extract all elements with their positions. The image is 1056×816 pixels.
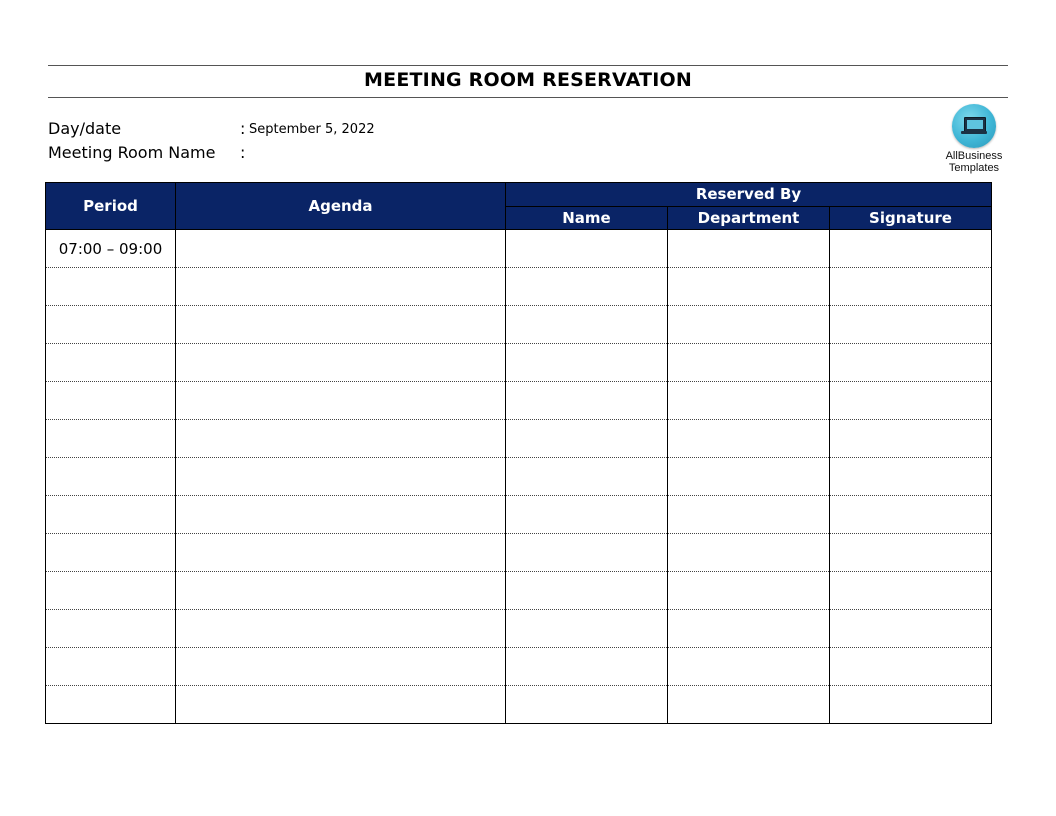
table-row <box>46 344 992 382</box>
table-row <box>46 458 992 496</box>
header-period: Period <box>46 183 176 230</box>
name-cell[interactable] <box>506 648 668 686</box>
signature-cell[interactable] <box>830 686 992 724</box>
header-department: Department <box>668 206 830 230</box>
department-cell[interactable] <box>668 230 830 268</box>
period-cell[interactable] <box>46 572 176 610</box>
laptop-icon <box>952 104 996 148</box>
table-row <box>46 420 992 458</box>
signature-cell[interactable] <box>830 306 992 344</box>
agenda-cell[interactable] <box>176 458 506 496</box>
page-title: MEETING ROOM RESERVATION <box>364 69 692 91</box>
name-cell[interactable] <box>506 610 668 648</box>
name-cell[interactable] <box>506 572 668 610</box>
date-label: Day/date <box>48 119 122 138</box>
table-row <box>46 648 992 686</box>
signature-cell[interactable] <box>830 268 992 306</box>
table-row <box>46 306 992 344</box>
department-cell[interactable] <box>668 534 830 572</box>
name-cell[interactable] <box>506 420 668 458</box>
meeting-room-colon: : <box>240 143 246 162</box>
signature-cell[interactable] <box>830 572 992 610</box>
allbusiness-logo <box>936 104 1012 174</box>
department-cell[interactable] <box>668 648 830 686</box>
signature-cell[interactable] <box>830 534 992 572</box>
table-row <box>46 610 992 648</box>
signature-cell[interactable] <box>830 458 992 496</box>
name-cell[interactable] <box>506 686 668 724</box>
department-cell[interactable] <box>668 572 830 610</box>
department-cell[interactable] <box>668 496 830 534</box>
department-cell[interactable] <box>668 268 830 306</box>
signature-cell[interactable] <box>830 496 992 534</box>
department-cell[interactable] <box>668 344 830 382</box>
name-cell[interactable] <box>506 230 668 268</box>
table-row <box>46 686 992 724</box>
period-cell[interactable] <box>46 534 176 572</box>
name-cell[interactable] <box>506 268 668 306</box>
logo-line-1: AllBusiness <box>945 150 1003 162</box>
period-cell[interactable] <box>46 610 176 648</box>
agenda-cell[interactable] <box>176 572 506 610</box>
logo-line-2: Templates <box>948 162 1000 174</box>
date-value: September 5, 2022 <box>249 122 375 137</box>
period-cell[interactable] <box>46 306 176 344</box>
header-agenda: Agenda <box>176 183 506 230</box>
period-cell[interactable] <box>46 344 176 382</box>
period-cell[interactable] <box>46 686 176 724</box>
name-cell[interactable] <box>506 534 668 572</box>
period-cell[interactable] <box>46 420 176 458</box>
meeting-room-label: Meeting Room Name <box>48 143 216 162</box>
agenda-cell[interactable] <box>176 686 506 724</box>
agenda-cell[interactable] <box>176 344 506 382</box>
department-cell[interactable] <box>668 420 830 458</box>
department-cell[interactable] <box>668 306 830 344</box>
table-row <box>46 572 992 610</box>
header-name: Name <box>506 206 668 230</box>
name-cell[interactable] <box>506 382 668 420</box>
agenda-cell[interactable] <box>176 230 506 268</box>
table-row <box>46 230 992 268</box>
agenda-cell[interactable] <box>176 496 506 534</box>
table-row <box>46 382 992 420</box>
name-cell[interactable] <box>506 458 668 496</box>
agenda-cell[interactable] <box>176 648 506 686</box>
period-cell[interactable] <box>46 268 176 306</box>
signature-cell[interactable] <box>830 344 992 382</box>
table-body <box>46 230 992 724</box>
agenda-cell[interactable] <box>176 306 506 344</box>
header-signature: Signature <box>830 206 992 230</box>
period-cell[interactable] <box>46 382 176 420</box>
table-row <box>46 268 992 306</box>
department-cell[interactable] <box>668 458 830 496</box>
period-cell[interactable] <box>46 496 176 534</box>
reservation-table <box>45 182 992 724</box>
agenda-cell[interactable] <box>176 382 506 420</box>
signature-cell[interactable] <box>830 648 992 686</box>
signature-cell[interactable] <box>830 382 992 420</box>
signature-cell[interactable] <box>830 610 992 648</box>
name-cell[interactable] <box>506 496 668 534</box>
period-cell[interactable] <box>46 648 176 686</box>
department-cell[interactable] <box>668 610 830 648</box>
title-underline <box>48 97 1008 98</box>
agenda-cell[interactable] <box>176 420 506 458</box>
table-row <box>46 534 992 572</box>
department-cell[interactable] <box>668 382 830 420</box>
table-row <box>46 496 992 534</box>
name-cell[interactable] <box>506 306 668 344</box>
agenda-cell[interactable] <box>176 610 506 648</box>
logo-text <box>936 150 1012 174</box>
header-reserved-by: Reserved By <box>506 183 992 207</box>
agenda-cell[interactable] <box>176 268 506 306</box>
agenda-cell[interactable] <box>176 534 506 572</box>
period-cell[interactable]: 07:00 – 09:00 <box>46 230 176 268</box>
period-cell[interactable] <box>46 458 176 496</box>
department-cell[interactable] <box>668 686 830 724</box>
name-cell[interactable] <box>506 344 668 382</box>
signature-cell[interactable] <box>830 420 992 458</box>
signature-cell[interactable] <box>830 230 992 268</box>
date-colon: : <box>240 119 246 138</box>
